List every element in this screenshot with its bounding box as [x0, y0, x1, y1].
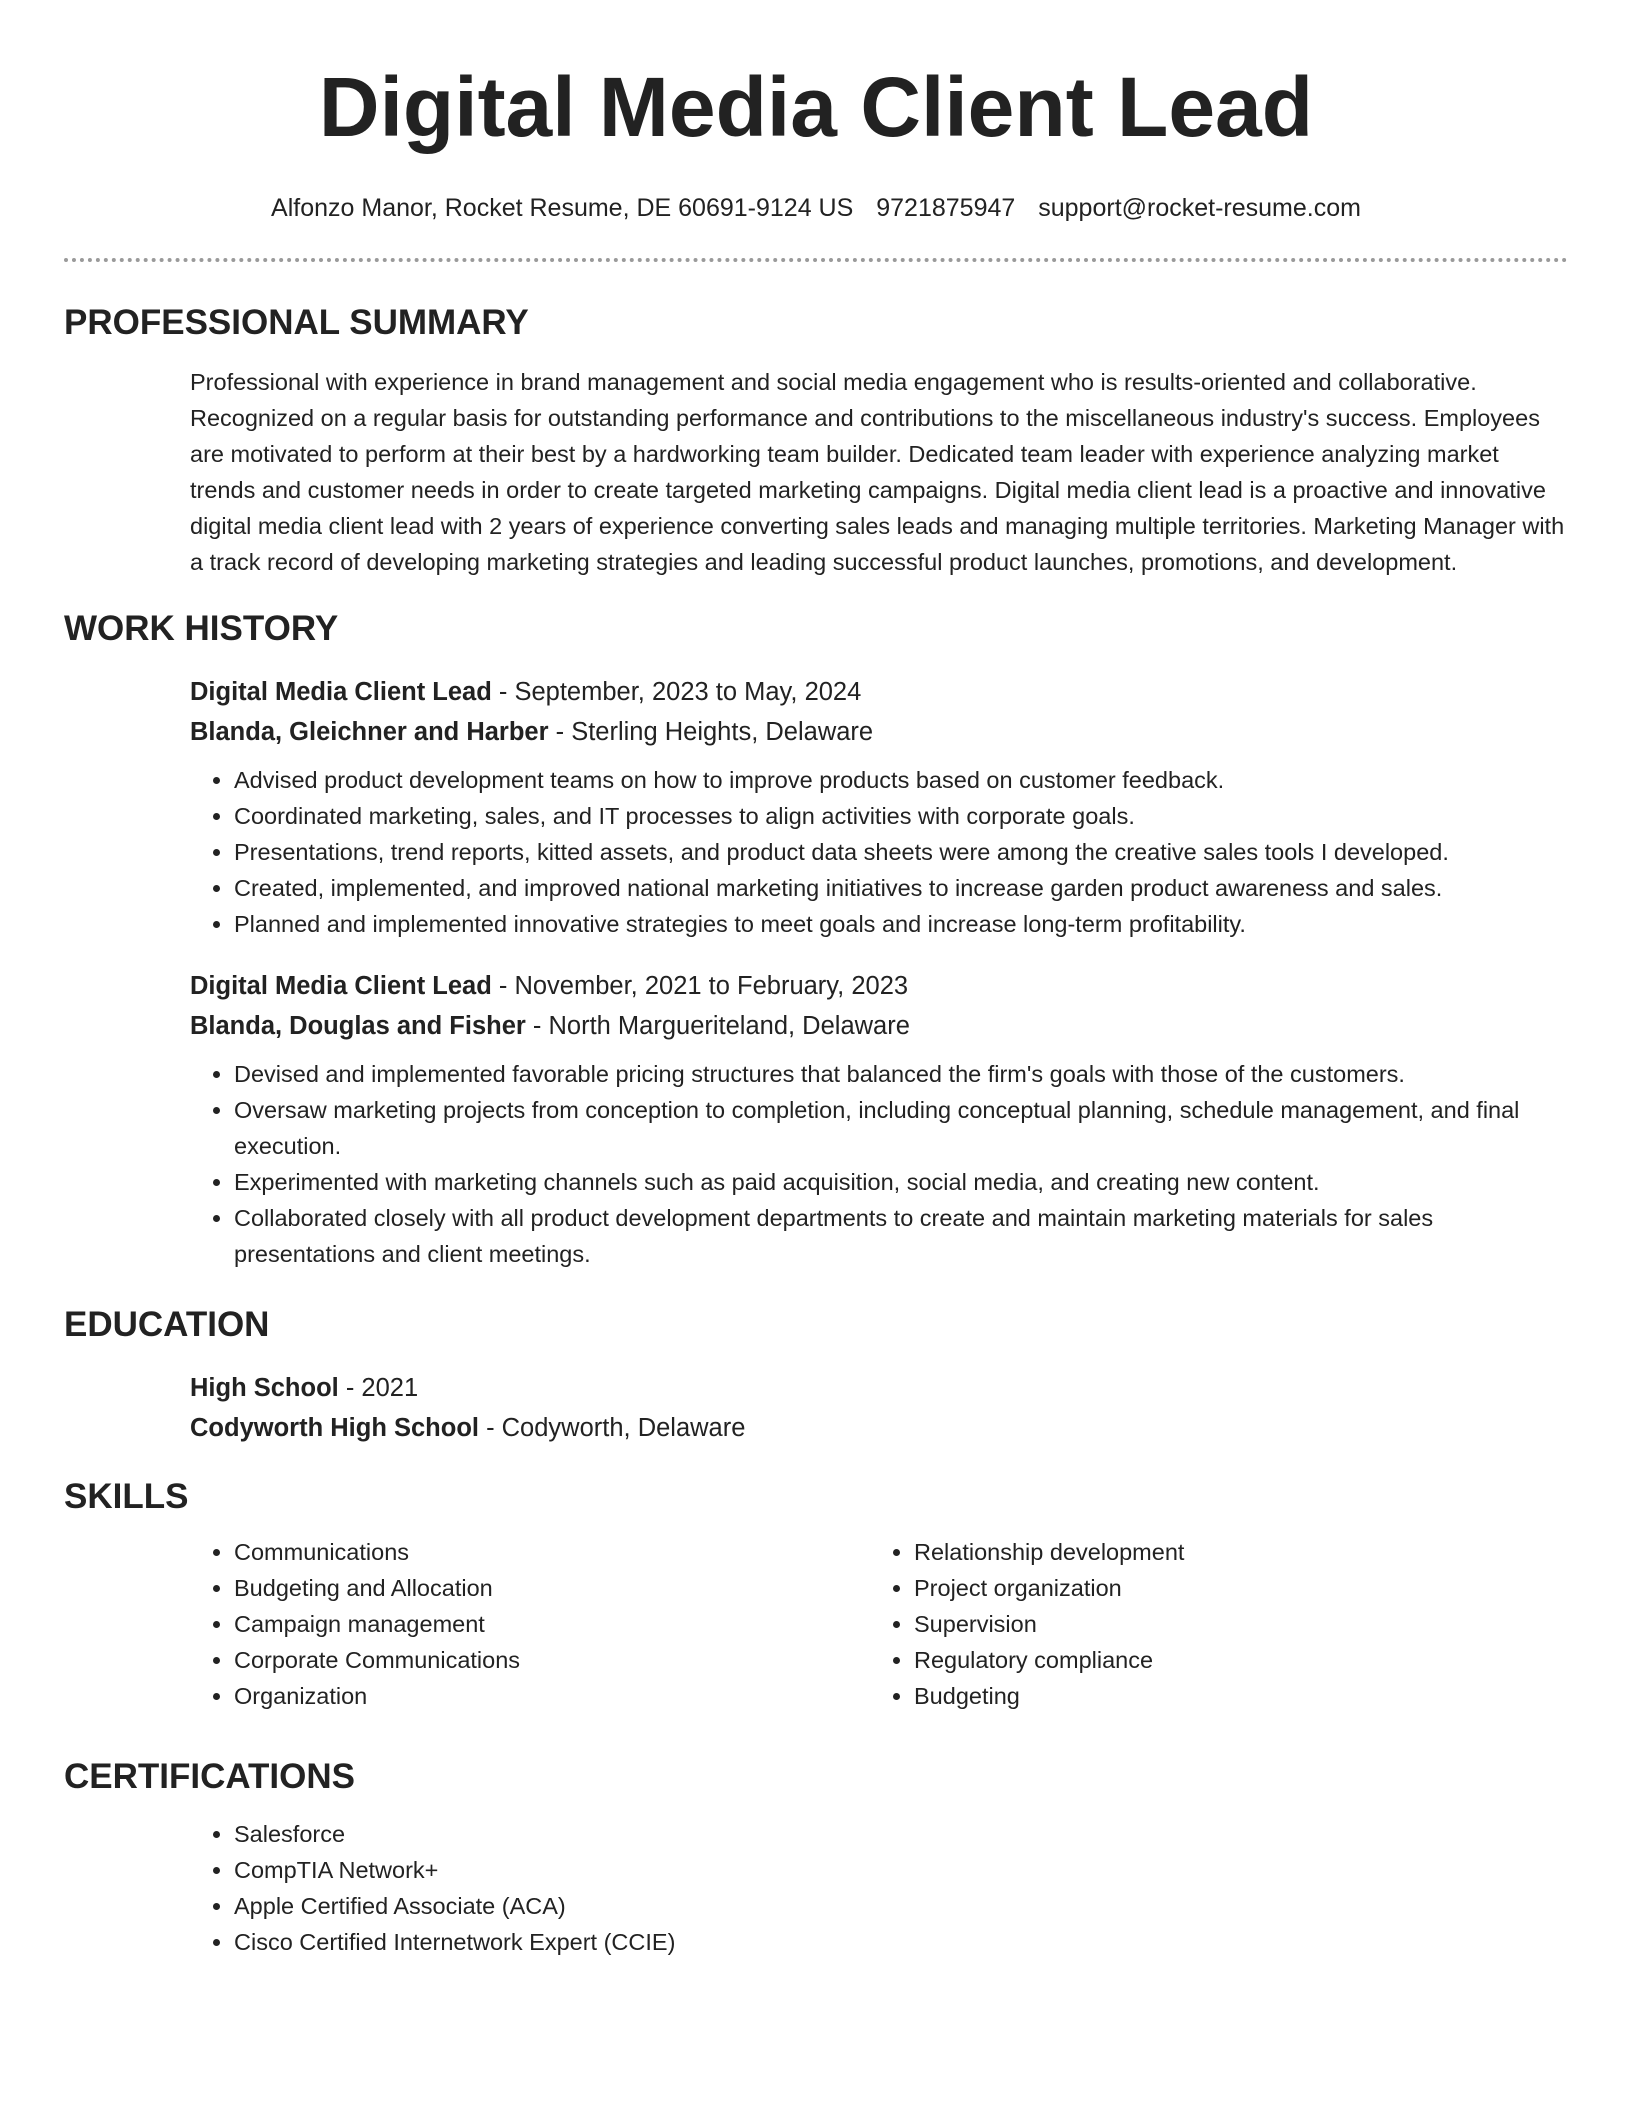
skills-right-column	[870, 1534, 1550, 1714]
skill-item: • Budgeting	[914, 1678, 1550, 1714]
certifications-list	[190, 1816, 1568, 1960]
job-bullet: • Created, implemented, and improved national marketing initiatives to increase garden product awareness and sales.	[234, 870, 1568, 906]
certification-item: • Cisco Certified Internetwork Expert (CCIE)	[234, 1924, 1568, 1960]
education-entry	[64, 1368, 1568, 1448]
skills-grid	[190, 1534, 1568, 1714]
certification-item: • Salesforce	[234, 1816, 1568, 1852]
job-role: Digital Media Client Lead	[190, 972, 492, 1000]
summary-heading: PROFESSIONAL SUMMARY	[64, 303, 529, 342]
job-bullets	[190, 1056, 1568, 1272]
work-history-heading: WORK HISTORY	[64, 609, 339, 648]
job-title-line	[190, 672, 1568, 712]
skill-item: • Project organization	[914, 1570, 1550, 1606]
certifications-heading: CERTIFICATIONS	[64, 1757, 356, 1796]
education-school: Codyworth High School	[190, 1414, 479, 1442]
header-divider	[64, 258, 1568, 262]
contact-line	[64, 192, 1568, 224]
skill-item: • Campaign management	[234, 1606, 870, 1642]
contact-address: Alfonzo Manor, Rocket Resume, DE 60691-9124 US	[271, 194, 854, 222]
contact-phone: 9721875947	[876, 194, 1016, 222]
job-title-line	[190, 966, 1568, 1006]
skill-item: • Relationship development	[914, 1534, 1550, 1570]
summary-text: Professional with experience in brand management and social media engagement who is results-oriented and collaborative. Recognized on a regular basis for outstanding performance and contributions to the miscellaneous industry's success. Employees are motivated to perform at their best by a hardworking team builder. Dedicated team leader with experience analyzing market trends and customer needs in order to create targeted marketing campaigns. Digital media client lead is a proactive and innovative digital media client lead with 2 years of experience converting sales leads and managing multiple territories. Marketing Manager with a track record of developing marketing strategies and leading successful product launches, promotions, and development.	[190, 369, 1565, 575]
job-bullet: • Experimented with marketing channels such as paid acquisition, social media, and creating new content.	[234, 1164, 1568, 1200]
education-year: - 2021	[338, 1374, 419, 1402]
education-school-line	[190, 1408, 1568, 1448]
skill-item: • Budgeting and Allocation	[234, 1570, 870, 1606]
certifications-section	[64, 1816, 1568, 1960]
resume-name: Digital Media Client Lead	[318, 60, 1314, 154]
job-bullet: • Coordinated marketing, sales, and IT processes to align activities with corporate goals.	[234, 798, 1568, 834]
education-degree: High School	[190, 1374, 339, 1402]
job-bullet: • Oversaw marketing projects from conception to completion, including conceptual planning, schedule management, and final execution.	[234, 1092, 1568, 1164]
job-bullets	[190, 762, 1568, 942]
job-bullet: • Planned and implemented innovative strategies to meet goals and increase long-term profitability.	[234, 906, 1568, 942]
job-company-line	[190, 1006, 1568, 1046]
job-role: Digital Media Client Lead	[190, 678, 492, 706]
education-heading: EDUCATION	[64, 1305, 270, 1344]
education-degree-line	[190, 1368, 1568, 1408]
job-bullet: • Presentations, trend reports, kitted assets, and product data sheets were among the creative sales tools I developed.	[234, 834, 1568, 870]
job-entry	[64, 672, 1568, 942]
certification-item: • Apple Certified Associate (ACA)	[234, 1888, 1568, 1924]
job-dates: - November, 2021 to February, 2023	[491, 972, 909, 1000]
education-location: - Codyworth, Delaware	[478, 1414, 746, 1442]
skill-item: • Communications	[234, 1534, 870, 1570]
skill-item: • Corporate Communications	[234, 1642, 870, 1678]
certification-item: • CompTIA Network+	[234, 1852, 1568, 1888]
skill-item: • Regulatory compliance	[914, 1642, 1550, 1678]
job-company-line	[190, 712, 1568, 752]
skills-left-column	[190, 1534, 870, 1714]
job-location: - Sterling Heights, Delaware	[548, 718, 874, 746]
job-location: - North Margueriteland, Delaware	[525, 1012, 910, 1040]
skill-item: • Supervision	[914, 1606, 1550, 1642]
job-entry	[64, 966, 1568, 1272]
skill-item: • Organization	[234, 1678, 870, 1714]
job-company: Blanda, Douglas and Fisher	[190, 1012, 526, 1040]
job-bullet: • Collaborated closely with all product development departments to create and maintain marketing materials for sales presentations and client meetings.	[234, 1200, 1568, 1272]
job-bullet: • Advised product development teams on how to improve products based on customer feedback.	[234, 762, 1568, 798]
job-company: Blanda, Gleichner and Harber	[190, 718, 549, 746]
contact-email: support@rocket-resume.com	[1038, 194, 1361, 222]
skills-heading: SKILLS	[64, 1477, 189, 1516]
skills-section	[64, 1534, 1568, 1714]
job-dates: - September, 2023 to May, 2024	[491, 678, 862, 706]
job-bullet: • Devised and implemented favorable pricing structures that balanced the firm's goals with those of the customers.	[234, 1056, 1568, 1092]
